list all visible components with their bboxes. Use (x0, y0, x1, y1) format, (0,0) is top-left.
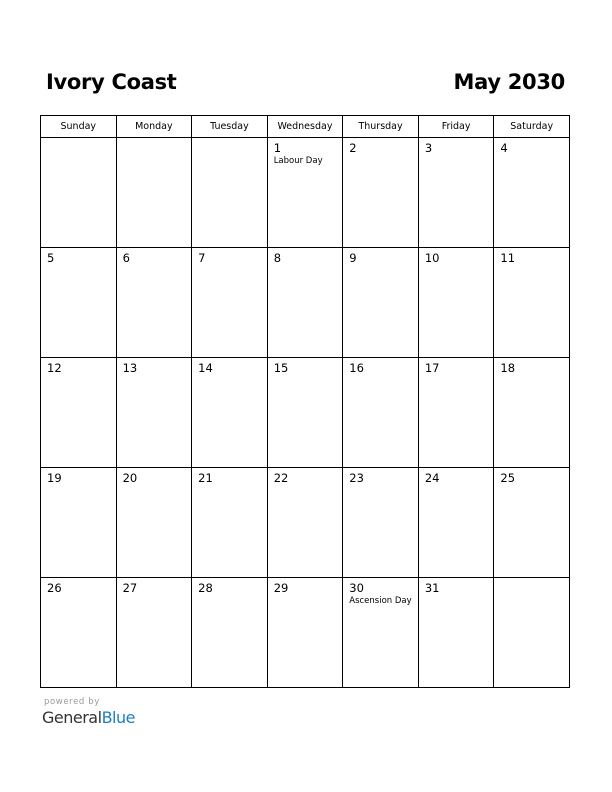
brand-first: General (42, 708, 102, 727)
weekday-header-row (41, 116, 570, 138)
day-cell (192, 578, 268, 688)
day-cell (418, 578, 494, 688)
day-cell (267, 578, 343, 688)
empty-day-cell (192, 138, 268, 248)
day-number: 30 (349, 581, 364, 595)
day-number: 3 (424, 141, 433, 155)
day-number: 24 (424, 471, 440, 485)
day-number: 28 (198, 581, 213, 595)
holiday-label: Ascension Day (349, 596, 412, 606)
day-cell (267, 468, 343, 578)
day-cell (41, 468, 117, 578)
day-number: 27 (122, 581, 138, 595)
month-year-title: May 2030 (453, 70, 565, 94)
day-cell (343, 358, 419, 468)
day-number: 23 (349, 471, 364, 485)
empty-day-cell (41, 138, 117, 248)
day-cell (192, 358, 268, 468)
week-row (41, 358, 570, 468)
country-title: Ivory Coast (46, 70, 177, 94)
powered-by-text: powered by (44, 697, 100, 707)
weekday-friday: Friday (418, 116, 494, 138)
day-number: 25 (500, 471, 516, 485)
day-number: 29 (273, 581, 289, 595)
day-cell (116, 248, 192, 358)
week-row (41, 138, 570, 248)
day-number: 6 (122, 251, 130, 265)
day-number: 9 (349, 251, 357, 265)
day-cell (494, 358, 570, 468)
day-cell (267, 358, 343, 468)
day-cell (494, 138, 570, 248)
week-row (41, 248, 570, 358)
day-number: 26 (47, 581, 62, 595)
day-number: 12 (47, 361, 62, 375)
day-cell (41, 578, 117, 688)
day-cell (418, 138, 494, 248)
day-number: 19 (47, 471, 62, 485)
generalblue-logo[interactable] (42, 708, 135, 727)
day-cell (343, 468, 419, 578)
day-number: 17 (424, 361, 440, 375)
day-cell (116, 578, 192, 688)
day-number: 15 (273, 361, 289, 375)
empty-day-cell (494, 578, 570, 688)
day-cell (116, 468, 192, 578)
day-cell (494, 468, 570, 578)
day-number: 31 (424, 581, 440, 595)
brand-second: Blue (101, 708, 135, 727)
day-number: 11 (500, 251, 516, 265)
day-number: 8 (273, 251, 282, 265)
day-number: 16 (349, 361, 364, 375)
day-number: 2 (349, 141, 357, 155)
day-cell (192, 248, 268, 358)
day-cell (343, 578, 419, 688)
day-number: 4 (500, 141, 508, 155)
day-cell (343, 248, 419, 358)
day-cell (418, 248, 494, 358)
day-cell (192, 468, 268, 578)
weekday-sunday: Sunday (41, 116, 117, 138)
day-cell (343, 138, 419, 248)
day-cell (41, 358, 117, 468)
day-number: 1 (273, 141, 282, 155)
weekday-thursday: Thursday (343, 116, 419, 138)
day-cell (418, 358, 494, 468)
day-number: 21 (198, 471, 213, 485)
holiday-label: Labour Day (273, 156, 323, 166)
day-number: 18 (500, 361, 516, 375)
day-number: 10 (424, 251, 440, 265)
day-cell (116, 358, 192, 468)
week-row (41, 578, 570, 688)
weekday-tuesday: Tuesday (192, 116, 268, 138)
day-cell (267, 248, 343, 358)
day-number: 22 (273, 471, 289, 485)
day-cell (494, 248, 570, 358)
weekday-wednesday: Wednesday (267, 116, 343, 138)
day-cell (41, 248, 117, 358)
empty-day-cell (116, 138, 192, 248)
weekday-monday: Monday (116, 116, 192, 138)
calendar-grid (40, 115, 570, 688)
day-cell (418, 468, 494, 578)
day-number: 5 (47, 251, 55, 265)
week-row (41, 468, 570, 578)
day-number: 14 (198, 361, 213, 375)
day-number: 7 (198, 251, 206, 265)
day-number: 13 (122, 361, 138, 375)
day-cell (267, 138, 343, 248)
weekday-saturday: Saturday (494, 116, 570, 138)
day-number: 20 (122, 471, 138, 485)
